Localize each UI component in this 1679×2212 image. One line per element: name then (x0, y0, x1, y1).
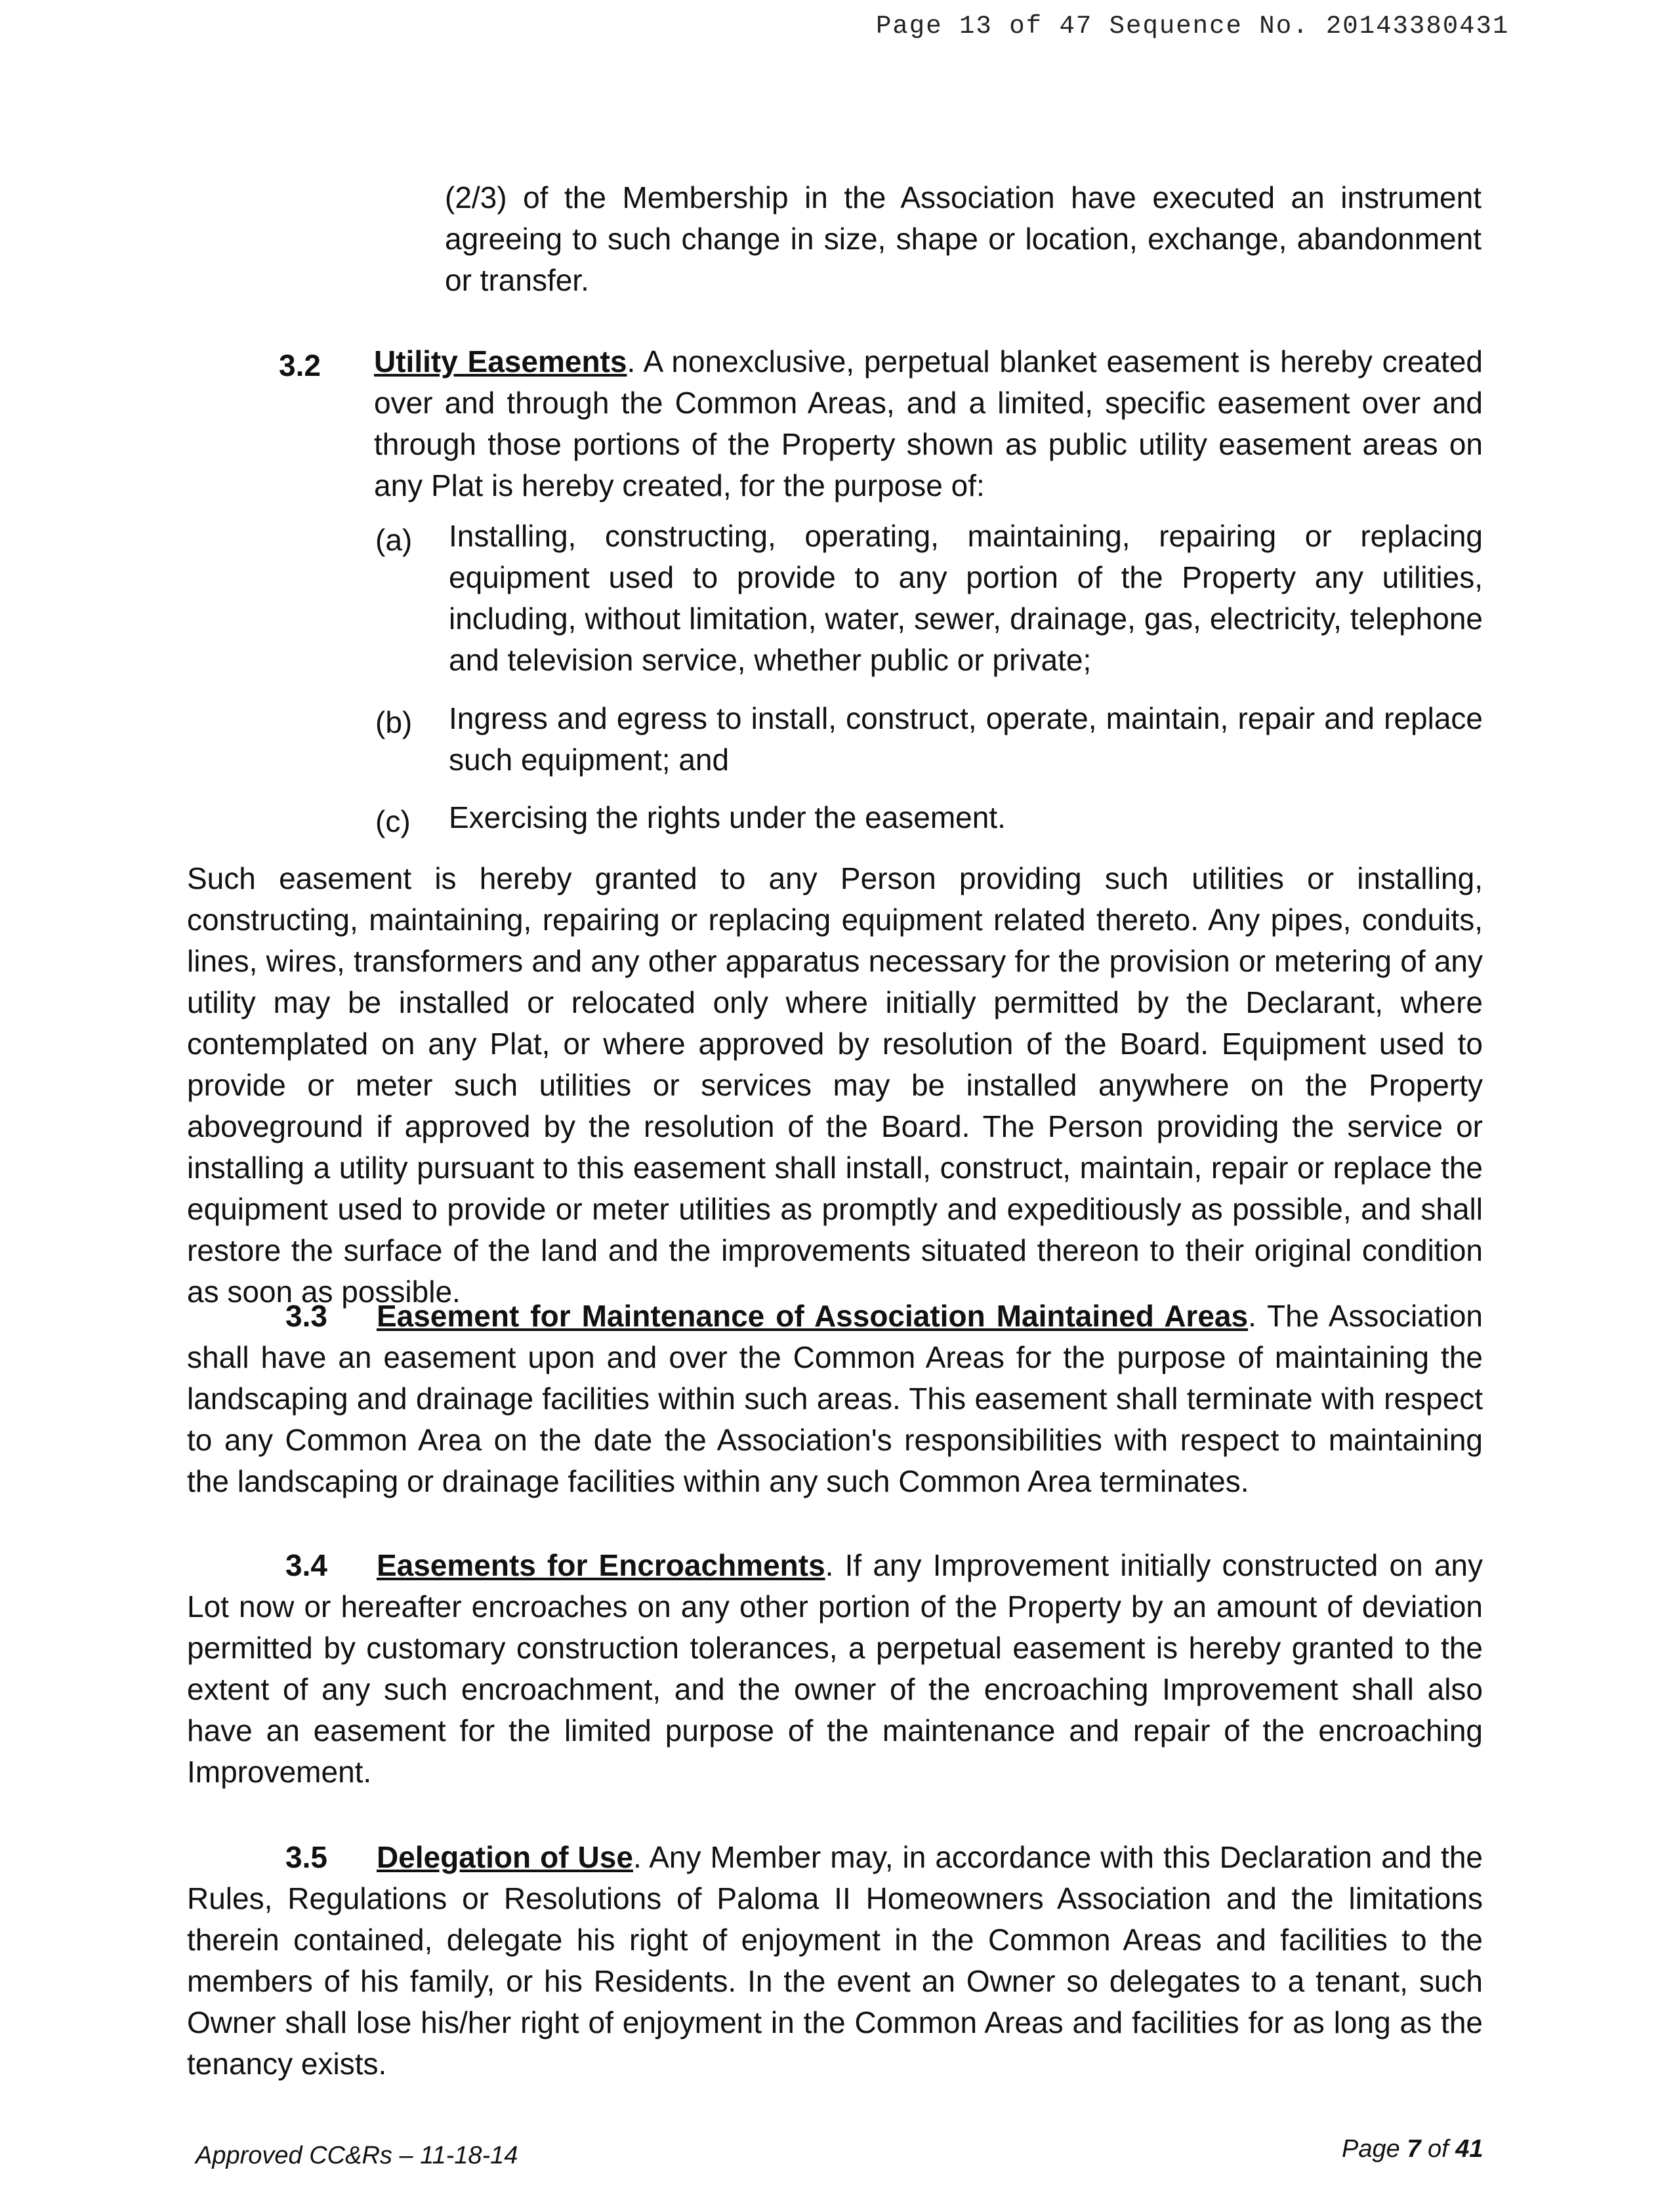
footer-page-total: 41 (1455, 2135, 1483, 2163)
section-number-3-5: 3.5 (285, 1840, 327, 1874)
section-3-5-text: . Any Member may, in accordance with this Declaration and the Rules, Regulations or Resolutions of Paloma II Homeowners Association and the limitations therein contained, delegate his right of enjoyment in the Common Areas and facilities to the members of his family, or his Residents. In the event an Owner so delegates to a tenant, such Owner shall lose his/her right of enjoyment in the Common Areas and facilities for as long as the tenancy exists. (187, 1840, 1483, 2081)
footer-page-prefix: Page (1342, 2135, 1407, 2163)
section-3-4-paragraph (187, 1545, 1483, 1793)
section-3-2-intro-text: . A nonexclusive, perpetual blanket easement is hereby created over and through the Common Areas, and a limited, specific easement over and through those portions of the Property shown as public utility easement areas on any Plat is hereby created, for the purpose of: (374, 344, 1483, 502)
section-3-5-title: Delegation of Use (376, 1840, 633, 1874)
section-3-2-title: Utility Easements (374, 344, 627, 379)
footer-approval-note: Approved CC&Rs – 11-18-14 (196, 2142, 518, 2169)
footer-page-current: 7 (1407, 2135, 1421, 2163)
section-3-4-title: Easements for Encroachments (376, 1548, 825, 1582)
item-text-a: Installing, constructing, operating, maintaining, repairing or replacing equipment used to provide to any portion of the Property any utilities, including, without limitation, water, sewer, drainage, gas, electricity, telephone and television service, whether public or private; (449, 519, 1483, 677)
section-3-5-paragraph (187, 1837, 1483, 2085)
section-3-2-closing: Such easement is hereby granted to any Person providing such utilities or installing, constructing, maintaining, repairing or replacing equipment related thereto. Any pipes, conduits, lines, wires, transformers and any other apparatus necessary for the provision or metering of any utility may be installed or relocated only where initially permitted by the Declarant, where contemplated on any Plat, or where approved by resolution of the Board. Equipment used to provide or meter such utilities or services may be installed anywhere on the Property aboveground if approved by the resolution of the Board. The Person providing the service or installing a utility pursuant to this easement shall install, construct, maintain, repair or replace the equipment used to provide or meter utilities as promptly and expeditiously as possible, and shall restore the surface of the land and the improvements situated thereon to their original condition as soon as possible. (187, 861, 1483, 1309)
sequence-header: Page 13 of 47 Sequence No. 20143380431 (876, 12, 1510, 41)
section-3-2-intro (374, 341, 1483, 506)
section-3-3-text: . The Association shall have an easement upon and over the Common Areas for the purpose of maintaining the landscaping and drainage facilities within such areas. This easement shall terminate with respect to any Common Area on the date the Association's responsibilities with respect to maintaining the landscaping or drainage facilities within any such Common Area terminates. (187, 1299, 1483, 1498)
section-3-3-paragraph (187, 1296, 1483, 1502)
section-3-4-text: . If any Improvement initially constructed on any Lot now or hereafter encroaches on any other portion of the Property by an amount of deviation permitted by customary construction tolerances, a perpetual easement is hereby granted to the extent of any such encroachment, and the owner of the encroaching Improvement shall also have an easement for the limited purpose of the maintenance and repair of the encroaching Improvement. (187, 1548, 1483, 1789)
section-number-3-3: 3.3 (285, 1299, 327, 1333)
section-number-3-2: 3.2 (279, 348, 321, 382)
item-label-c: (c) (375, 804, 411, 838)
footer-page-of: of (1420, 2135, 1456, 2163)
footer-page-number (1342, 2135, 1483, 2163)
section-number-3-4: 3.4 (285, 1548, 327, 1582)
item-text-c: Exercising the rights under the easement. (449, 800, 1006, 834)
item-label-b: (b) (375, 705, 413, 739)
item-text-b: Ingress and egress to install, construct, operate, maintain, repair and replace such equipment; and (449, 701, 1483, 777)
section-3-3-title: Easement for Maintenance of Association Maintained Areas (376, 1299, 1249, 1333)
item-label-a: (a) (375, 523, 413, 557)
continuation-paragraph: (2/3) of the Membership in the Association have executed an instrument agreeing to such change in size, shape or location, exchange, abandonment or transfer. (445, 180, 1482, 297)
